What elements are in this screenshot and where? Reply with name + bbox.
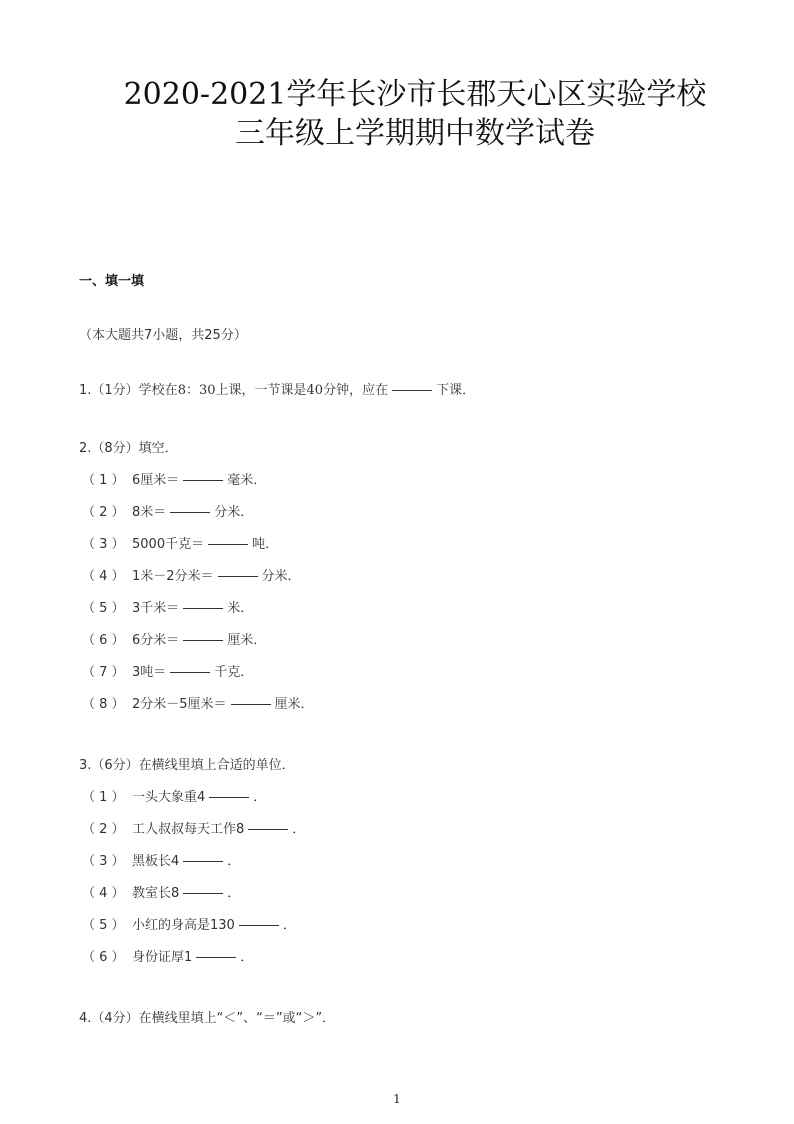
question-3-stem: 3.（6分）在横线里填上合适的单位． (79, 758, 295, 773)
item-unit: 千克． (214, 665, 254, 680)
section-heading: 一、填一填 (79, 274, 145, 289)
answer-blank[interactable] (183, 860, 223, 862)
item-text: 身份证厚1 (132, 950, 193, 965)
item-text: 一头大象重4 (132, 790, 206, 805)
item-unit: 分米． (214, 505, 254, 520)
question-4-stem: 4.（4分）在横线里填上“＜”、“＝”或“＞”． (79, 1011, 336, 1026)
item-text: 8米＝ (132, 505, 167, 520)
item-text: 3吨＝ (132, 665, 167, 680)
section-note: （本大题共7小题，共25分） (79, 328, 247, 343)
answer-blank[interactable] (183, 607, 223, 609)
q2-item (82, 501, 253, 520)
item-text: 工人叔叔每天工作8 (132, 822, 245, 837)
item-text: 1米－2分米＝ (132, 569, 214, 584)
q3-item (82, 818, 305, 837)
item-index: （ 4 ） (82, 886, 125, 901)
q3-item (82, 914, 296, 933)
q2-item (82, 565, 301, 584)
question-2-stem: 2.（8分）填空． (79, 441, 178, 456)
answer-blank[interactable] (248, 828, 288, 830)
item-text: 5000千克＝ (132, 537, 205, 552)
item-text: 6分米＝ (132, 633, 180, 648)
item-end: ． (240, 950, 254, 965)
item-text: 黑板长4 (132, 854, 180, 869)
q3-item (82, 786, 266, 805)
answer-blank[interactable] (170, 671, 210, 673)
item-end: ． (292, 822, 306, 837)
item-end: ． (282, 918, 296, 933)
q1-minutes: 40 (306, 383, 324, 398)
item-unit: 厘米． (227, 633, 267, 648)
answer-blank[interactable] (231, 703, 271, 705)
item-text: 小红的身高是130 (132, 918, 235, 933)
item-end: ． (227, 854, 241, 869)
q1-suffix: 下课． (436, 383, 476, 398)
q1-mid2: 分钟，应在 (323, 383, 389, 398)
item-index: （ 2 ） (82, 505, 125, 520)
item-index: （ 1 ） (82, 790, 125, 805)
exam-title-line1: 2020-2021学年长沙市长郡天心区实验学校 (123, 77, 707, 112)
answer-blank[interactable] (170, 511, 210, 513)
q2-item (82, 693, 314, 712)
answer-blank[interactable] (392, 389, 432, 391)
q1-prefix: 1.（1分）学校在 (79, 383, 178, 398)
answer-blank[interactable] (239, 924, 279, 926)
q3-item (82, 850, 240, 869)
q2-item (82, 629, 266, 648)
item-end: ． (253, 790, 267, 805)
answer-blank[interactable] (196, 956, 236, 958)
item-index: （ 8 ） (82, 697, 125, 712)
answer-blank[interactable] (209, 796, 249, 798)
item-unit: 米． (227, 601, 254, 616)
item-index: （ 4 ） (82, 569, 125, 584)
item-unit: 吨． (252, 537, 279, 552)
item-text: 6厘米＝ (132, 473, 180, 488)
item-index: （ 6 ） (82, 950, 125, 965)
q2-item (82, 469, 266, 488)
q1-mid: 上课，一节课是 (215, 383, 307, 398)
item-unit: 毫米． (227, 473, 267, 488)
item-index: （ 2 ） (82, 822, 125, 837)
q2-item (82, 661, 253, 680)
q2-item (82, 597, 253, 616)
item-index: （ 7 ） (82, 665, 125, 680)
item-index: （ 6 ） (82, 633, 125, 648)
question-1 (79, 379, 475, 398)
item-index: （ 5 ） (82, 601, 125, 616)
item-text: 3千米＝ (132, 601, 180, 616)
q3-item (82, 882, 240, 901)
answer-blank[interactable] (208, 543, 248, 545)
item-unit: 厘米． (274, 697, 314, 712)
answer-blank[interactable] (183, 479, 223, 481)
item-text: 教室长8 (132, 886, 180, 901)
item-unit: 分米． (261, 569, 301, 584)
q1-time: 8：30 (177, 383, 216, 398)
item-index: （ 3 ） (82, 854, 125, 869)
q3-item (82, 946, 253, 965)
item-index: （ 3 ） (82, 537, 125, 552)
item-index: （ 5 ） (82, 918, 125, 933)
answer-blank[interactable] (183, 639, 223, 641)
item-index: （ 1 ） (82, 473, 125, 488)
item-end: ． (227, 886, 241, 901)
item-text: 2分米－5厘米＝ (132, 697, 227, 712)
q2-item (82, 533, 278, 552)
exam-title-line2: 三年级上学期期中数学试卷 (235, 116, 595, 151)
page-number: 1 (393, 1092, 401, 1106)
answer-blank[interactable] (218, 575, 258, 577)
answer-blank[interactable] (183, 892, 223, 894)
